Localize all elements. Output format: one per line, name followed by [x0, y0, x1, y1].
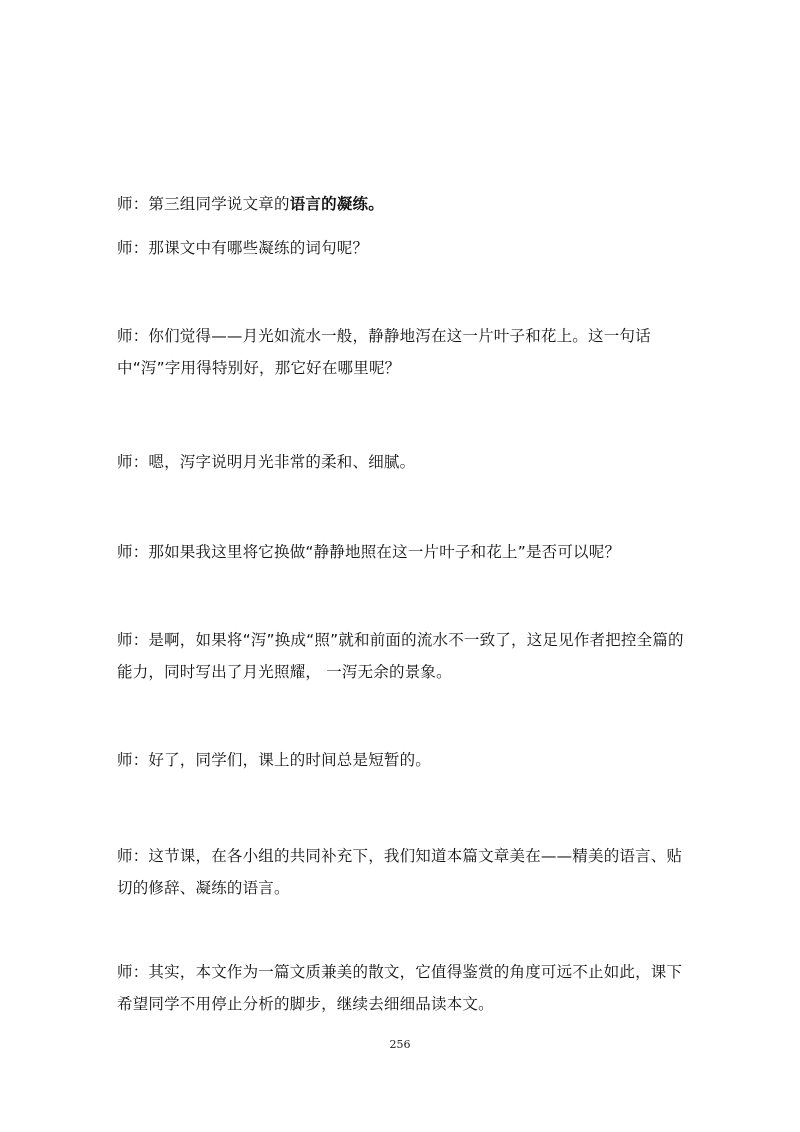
paragraph-4: 师：嗯，泻字说明月光非常的柔和、细腻。 [117, 453, 416, 471]
paragraph-3: 师：你们觉得——月光如流水一般，静静地泻在这一片叶子和花上。这一句话中“泻”字用得特别好，那它好在哪里呢？ [117, 327, 651, 377]
page-number: 256 [389, 1038, 411, 1051]
paragraph-1-bold-text: 语言的凝练。 [289, 195, 384, 213]
paragraph-5: 师：那如果我这里将它换做“静静地照在这一片叶子和花上”是否可以呢？ [117, 543, 621, 561]
paragraph-9: 师：其实，本文作为一篇文质兼美的散文，它值得鉴赏的角度可远不止如此，课下希望同学不用停止分析的脚步，继续去细细品读本文。 [117, 963, 683, 1013]
paragraph-6: 师：是啊，如果将“泻”换成“照”就和前面的流水不一致了，这足见作者把控全篇的能力，同时写出了月光照耀， 一泻无余的景象。 [117, 631, 684, 681]
paragraph-1 [117, 188, 687, 220]
paragraph-1-text: 师：第三组同学说文章的 [117, 195, 290, 213]
paragraph-2: 师：那课文中有哪些凝练的词句呢？ [117, 239, 369, 257]
paragraph-7: 师：好了，同学们，课上的时间总是短暂的。 [117, 751, 432, 769]
paragraph-8: 师：这节课，在各小组的共同补充下，我们知道本篇文章美在——精美的语言、贴切的修辞、凝练的语言。 [117, 847, 683, 897]
